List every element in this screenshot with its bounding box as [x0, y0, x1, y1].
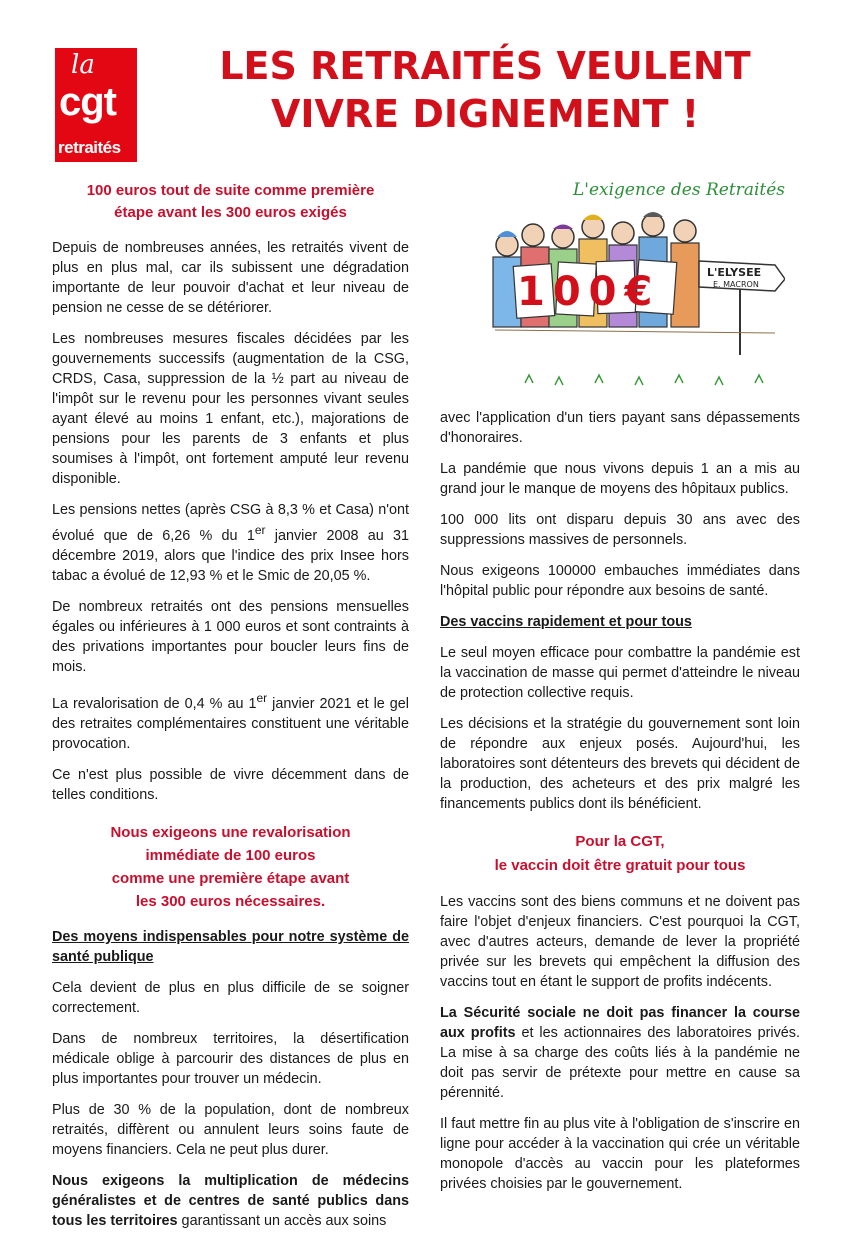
paragraph: Nous exigeons 100000 embauches immédiates dans l'hôpital public pour répondre aux besoins de santé.: [440, 563, 800, 599]
paragraph: Depuis de nombreuses années, les retraités vivent de plus en plus mal, car ils subissent une dégradation importante de leur pouvoir d'achat et leur niveau de pension ne cesse de se détériorer.: [52, 240, 409, 316]
cgt-heading-line-1: Pour la CGT,: [575, 833, 665, 850]
superscript: er: [256, 690, 268, 705]
text-run: garantissant un accès aux soins: [177, 1212, 387, 1229]
paragraph: Les décisions et la stratégie du gouvernement sont loin de répondre aux enjeux posés. Aujourd'hui, les laboratoires sont détenteurs des brevets qui décident de la production, des acheteurs et des prix malgré les financements publics dont ils bénéficient.: [440, 716, 800, 812]
demand-heading: [52, 821, 409, 913]
section-heading-vaccines: Des vaccins rapidement et pour tous: [440, 614, 692, 630]
demand-line-3: comme une première étape avant: [111, 869, 350, 887]
bold-text: La Sécurité sociale ne doit pas financer la course aux profits: [440, 1005, 800, 1041]
paragraph: Plus de 30 % de la population, dont de nombreux retraités, diffèrent ou annulent leurs soins faute de moyens financiers. Cela ne peut plus durer.: [52, 1101, 409, 1158]
text-run: janvier 2021 et le gel des retraites complémentaires constituent une véritable provocation.: [52, 695, 409, 752]
paragraph: [440, 1003, 800, 1103]
cartoon-caption: L'exigence des Retraités: [573, 180, 785, 200]
text-run: janvier 2008 au 31 décembre 2019, alors que l'indice des prix Insee hors tabac a évolué de 12,93 % et le Smic de 20,05 %.: [52, 527, 409, 584]
title-line-1: LES RETRAITÉS VEULENT: [219, 44, 751, 88]
paragraph: Les nombreuses mesures fiscales décidées par les gouvernements successifs (augmentation de la CSG, CRDS, Casa, suppression de la ½ part au niveau de l'impôt sur le revenu pour les personnes vivant seules ayant élevé au moins 1 enfant, etc.), majorations de pensions pour les parents de 3 enfants et plus soumises à l'impôt, ont fortement amputé leur revenu disponible.: [52, 331, 409, 487]
paragraph: Dans de nombreux territoires, la désertification médicale oblige à parcourir des distances de plus en plus importantes pour trouver un médecin.: [52, 1030, 409, 1087]
paragraph: [52, 500, 409, 586]
bold-text: Nous exigeons la multiplication de médecins généralistes et de centres de santé publics dans tous les territoires: [52, 1172, 409, 1229]
paragraph: [52, 688, 409, 754]
paragraph: Il faut mettre fin au plus vite à l'obligation de s'inscrire en ligne pour accéder à la vaccination qui crée un véritable monopole d'accès au vaccin pour les plateformes privées choisies par le gouvernement.: [440, 1116, 800, 1192]
demand-line-4: les 300 euros nécessaires.: [135, 892, 326, 910]
cgt-vaccine-heading: [440, 830, 800, 878]
title-line-2: VIVRE DIGNEMENT !: [270, 92, 700, 136]
text-run: La revalorisation de 0,4 % au 1: [52, 695, 257, 712]
intro-heading: [52, 180, 409, 224]
text-run: Les pensions nettes (après CSG à 8,3 % et Casa) n'ont évolué que de 6,26 % du 1: [52, 502, 409, 544]
paragraph: [52, 1171, 409, 1231]
paragraph: La pandémie que nous vivons depuis 1 an a mis au grand jour le manque de moyens des hôpitaux publics.: [440, 461, 800, 497]
intro-heading-line-2: étape avant les 300 euros exigés: [114, 204, 347, 221]
sign-elysee: L'ELYSEE: [707, 266, 762, 279]
paragraph: Le seul moyen efficace pour combattre la pandémie est la vaccination de masse qui permet d'atteindre le niveau de protection collective requis.: [440, 645, 800, 701]
text-run: et les actionnaires des laboratoires privés. La mise à sa charge des coûts liés à la pandémie ne doit pas servir de prétexte pour mettre en cause sa pérennité.: [440, 1025, 800, 1101]
demand-line-1: Nous exigeons une revalorisation: [110, 823, 351, 841]
paragraph: 100 000 lits ont disparu depuis 30 ans avec des suppressions massives de personnels.: [440, 512, 800, 548]
paragraph: Les vaccins sont des biens communs et ne doivent pas faire l'objet d'enjeux financiers. C'est pourquoi la CGT, avec d'autres acteurs, demande de lever la propriété privée sur les brevets qui empêchent la diffusion des vaccins tout en étant le support de profits indécents.: [440, 894, 800, 990]
paragraph: De nombreux retraités ont des pensions mensuelles égales ou inférieures à 1 000 euros et sont contraints à des privations importantes pour boucler leurs fins de mois.: [52, 598, 409, 675]
paragraph: avec l'application d'un tiers payant sans dépassements d'honoraires.: [440, 410, 800, 446]
cgt-retraites-logo: [55, 48, 137, 162]
paragraph: Ce n'est plus possible de vivre décemment dans de telles conditions.: [52, 766, 409, 803]
paragraph: Cela devient de plus en plus difficile de se soigner correctement.: [52, 979, 409, 1016]
superscript: er: [254, 523, 266, 537]
sign-macron: E. MACRON: [713, 280, 759, 289]
cgt-heading-line-2: le vaccin doit être gratuit pour tous: [494, 857, 746, 874]
intro-heading-line-1: 100 euros tout de suite comme première: [86, 182, 375, 199]
right-column: [440, 408, 800, 1205]
logo-cgt: cgt: [59, 80, 116, 124]
left-column: [52, 180, 409, 1242]
logo-la: la: [71, 50, 95, 80]
page-title: [160, 42, 810, 138]
placard-amount: 100€: [517, 269, 661, 315]
logo-retraites: retraités: [58, 138, 121, 157]
retirees-cartoon-illustration: [485, 165, 785, 395]
demand-line-2: immédiate de 100 euros: [145, 846, 316, 864]
section-heading-health: Des moyens indispensables pour notre système de santé publique: [52, 928, 409, 965]
